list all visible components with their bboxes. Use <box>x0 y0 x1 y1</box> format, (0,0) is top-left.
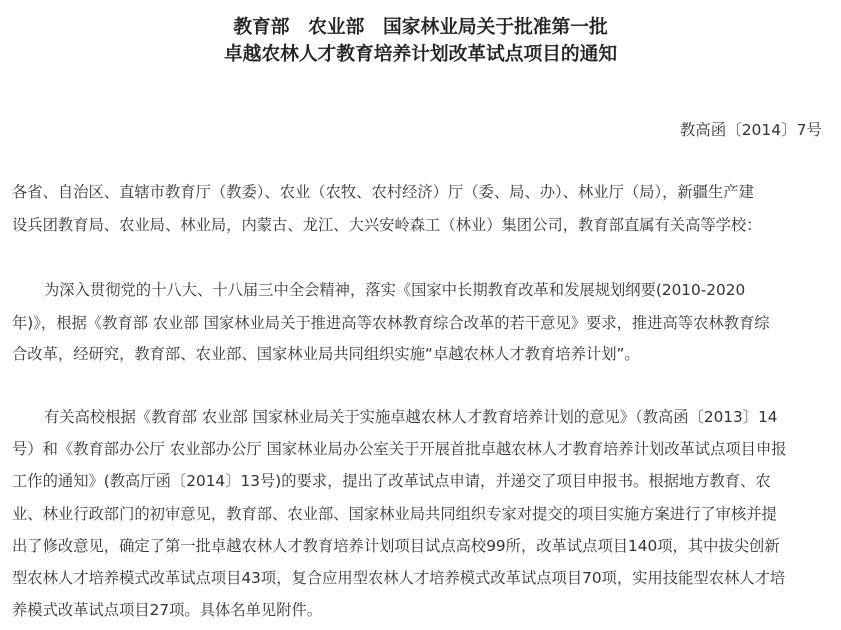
paragraph-line: 合改革，经研究，教育部、农业部、国家林业局共同组织实施“卓越农林人才教育培养计划”。 <box>12 345 640 363</box>
document-number: 教高函〔2014〕7号 <box>679 121 822 139</box>
notice-title-line-2: 卓越农林人才教育培养计划改革试点项目的通知 <box>223 44 618 65</box>
paragraph-line: 有关高校根据《教育部 农业部 国家林业局关于实施卓越农林人才教育培养计划的意见》（教高函〔2013〕14 <box>44 408 778 426</box>
paragraph-line: 业、林业行政部门的初审意见，教育部、农业部、国家林业局共同组织专家对提交的项目实施方案进行了审核并提 <box>12 505 777 523</box>
paragraph-line: 为深入贯彻党的十八大、十八届三中全会精神，落实《国家中长期教育改革和发展规划纲要(2010-2020 <box>44 281 746 299</box>
notice-title-line-1: 教育部 农业部 国家林业局关于批准第一批 <box>233 17 608 38</box>
paragraph-line: 型农林人才培养模式改革试点项目43项，复合应用型农林人才培养模式改革试点项目70项，实用技能型农林人才培 <box>12 569 786 587</box>
addressee-line: 各省、自治区、直辖市教育厅（教委）、农业（农牧、农村经济）厅（委、局、办）、林业厅（局），新疆生产建 <box>12 183 754 201</box>
paragraph-line: 出了修改意见，确定了第一批卓越农林人才教育培养计划项目试点高校99所，改革试点项目140项，其中拔尖创新 <box>12 537 780 555</box>
paragraph-line: 年)》，根据《教育部 农业部 国家林业局关于推进高等农林教育综合改革的若干意见》要求，推进高等农林教育综 <box>12 314 770 332</box>
addressee-line: 设兵团教育局、农业局、林业局，内蒙古、龙江、大兴安岭森工（林业）集团公司，教育部直属有关高等学校： <box>12 216 762 234</box>
paragraph-line: 养模式改革试点项目27项。具体名单见附件。 <box>12 601 323 619</box>
paragraph-line: 号）和《教育部办公厅 农业部办公厅 国家林业局办公室关于开展首批卓越农林人才教育培养计划改革试点项目申报 <box>12 440 787 458</box>
paragraph-line: 工作的通知》(教高厅函〔2014〕13号)的要求，提出了改革试点申请，并递交了项目申报书。根据地方教育、农 <box>12 472 771 490</box>
